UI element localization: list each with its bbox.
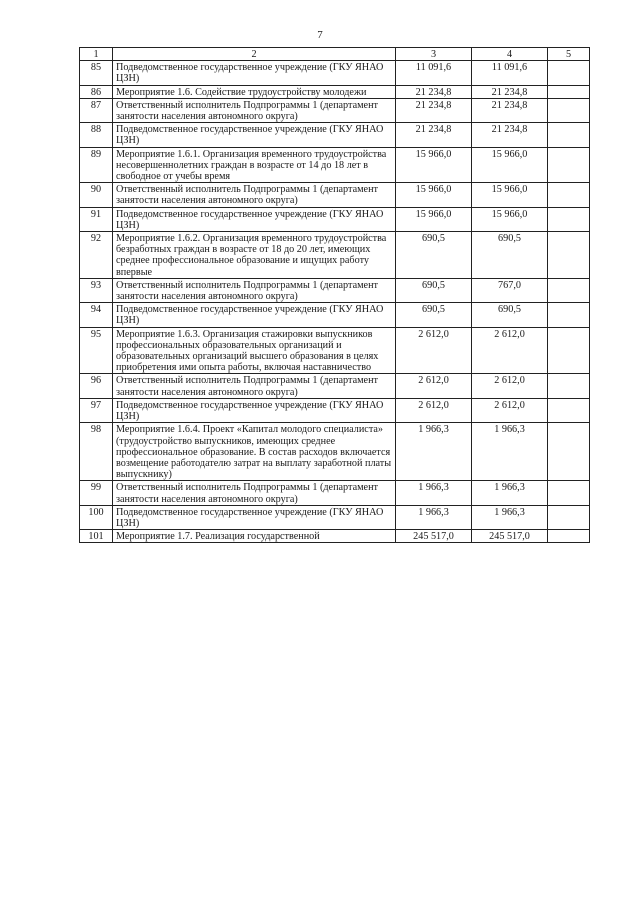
table-row — [80, 398, 590, 422]
row-value-col3: 1 966,3 — [396, 423, 472, 481]
table-row — [80, 98, 590, 122]
row-value-col4: 690,5 — [472, 232, 548, 279]
table-row — [80, 183, 590, 207]
row-value-col5 — [548, 398, 590, 422]
row-value-col3: 15 966,0 — [396, 207, 472, 231]
row-value-col4: 15 966,0 — [472, 183, 548, 207]
row-value-col4: 1 966,3 — [472, 481, 548, 505]
table-row — [80, 481, 590, 505]
table-row — [80, 123, 590, 147]
row-number: 89 — [80, 147, 113, 183]
row-number: 99 — [80, 481, 113, 505]
column-header-2: 2 — [113, 48, 396, 61]
row-value-col5 — [548, 505, 590, 529]
row-number: 85 — [80, 61, 113, 85]
row-value-col5 — [548, 98, 590, 122]
row-description: Ответственный исполнитель Подпрограммы 1 (департамент занятости населения автономного округа) — [113, 98, 396, 122]
row-number: 100 — [80, 505, 113, 529]
table-row — [80, 85, 590, 98]
column-header-5: 5 — [548, 48, 590, 61]
row-number: 90 — [80, 183, 113, 207]
row-value-col4: 15 966,0 — [472, 147, 548, 183]
row-description: Ответственный исполнитель Подпрограммы 1 (департамент занятости населения автономного округа) — [113, 481, 396, 505]
row-value-col3: 15 966,0 — [396, 147, 472, 183]
table-row — [80, 423, 590, 481]
row-value-col3: 21 234,8 — [396, 123, 472, 147]
row-number: 95 — [80, 327, 113, 374]
row-value-col4: 2 612,0 — [472, 327, 548, 374]
row-description: Подведомственное государственное учреждение (ГКУ ЯНАО ЦЗН) — [113, 303, 396, 327]
row-number: 88 — [80, 123, 113, 147]
row-value-col5 — [548, 183, 590, 207]
row-value-col4: 690,5 — [472, 303, 548, 327]
table-row — [80, 147, 590, 183]
row-value-col5 — [548, 278, 590, 302]
row-description: Мероприятие 1.6.4. Проект «Капитал молодого специалиста» (трудоустройство выпускников, имеющих среднее профессиональное образование. В состав расходов включается возмещение работодателю затрат на выплату заработной платы выпускнику) — [113, 423, 396, 481]
row-value-col4: 15 966,0 — [472, 207, 548, 231]
row-value-col5 — [548, 327, 590, 374]
row-value-col3: 15 966,0 — [396, 183, 472, 207]
row-value-col3: 11 091,6 — [396, 61, 472, 85]
row-description: Ответственный исполнитель Подпрограммы 1 (департамент занятости населения автономного округа) — [113, 374, 396, 398]
row-value-col5 — [548, 374, 590, 398]
table-row — [80, 374, 590, 398]
row-value-col5 — [548, 481, 590, 505]
row-value-col5 — [548, 85, 590, 98]
table-row — [80, 303, 590, 327]
row-number: 92 — [80, 232, 113, 279]
table-row — [80, 278, 590, 302]
row-number: 98 — [80, 423, 113, 481]
row-value-col4: 21 234,8 — [472, 123, 548, 147]
row-value-col4: 2 612,0 — [472, 398, 548, 422]
row-value-col5 — [548, 232, 590, 279]
row-value-col5 — [548, 303, 590, 327]
row-value-col3: 1 966,3 — [396, 505, 472, 529]
row-value-col4: 1 966,3 — [472, 423, 548, 481]
row-number: 87 — [80, 98, 113, 122]
row-number: 96 — [80, 374, 113, 398]
row-description: Мероприятие 1.7. Реализация государственной — [113, 530, 396, 543]
row-description: Мероприятие 1.6.2. Организация временного трудоустройства безработных граждан в возрасте от 18 до 20 лет, имеющих среднее профессиональное образование и ищущих работу впервые — [113, 232, 396, 279]
row-number: 86 — [80, 85, 113, 98]
row-value-col4: 21 234,8 — [472, 85, 548, 98]
row-value-col3: 2 612,0 — [396, 398, 472, 422]
row-value-col4: 1 966,3 — [472, 505, 548, 529]
row-description: Подведомственное государственное учреждение (ГКУ ЯНАО ЦЗН) — [113, 207, 396, 231]
page-number: 7 — [317, 29, 323, 41]
column-header-3: 3 — [396, 48, 472, 61]
row-value-col5 — [548, 123, 590, 147]
table-row — [80, 61, 590, 85]
row-description: Подведомственное государственное учреждение (ГКУ ЯНАО ЦЗН) — [113, 123, 396, 147]
row-value-col3: 1 966,3 — [396, 481, 472, 505]
row-value-col4: 11 091,6 — [472, 61, 548, 85]
column-header-1: 1 — [80, 48, 113, 61]
row-number: 101 — [80, 530, 113, 543]
row-value-col4: 767,0 — [472, 278, 548, 302]
table-row — [80, 327, 590, 374]
table-row — [80, 207, 590, 231]
table-row — [80, 505, 590, 529]
row-value-col4: 2 612,0 — [472, 374, 548, 398]
row-value-col3: 690,5 — [396, 278, 472, 302]
row-value-col5 — [548, 147, 590, 183]
row-description: Ответственный исполнитель Подпрограммы 1 (департамент занятости населения автономного округа) — [113, 183, 396, 207]
row-number: 91 — [80, 207, 113, 231]
row-description: Мероприятие 1.6. Содействие трудоустройству молодежи — [113, 85, 396, 98]
row-number: 97 — [80, 398, 113, 422]
row-value-col3: 690,5 — [396, 232, 472, 279]
row-description: Ответственный исполнитель Подпрограммы 1 (департамент занятости населения автономного округа) — [113, 278, 396, 302]
row-description: Мероприятие 1.6.1. Организация временного трудоустройства несовершеннолетних граждан в возрасте от 14 до 18 лет в свободное от учебы время — [113, 147, 396, 183]
row-value-col5 — [548, 61, 590, 85]
row-value-col4: 21 234,8 — [472, 98, 548, 122]
table-row — [80, 232, 590, 279]
row-value-col3: 21 234,8 — [396, 98, 472, 122]
row-number: 94 — [80, 303, 113, 327]
row-value-col3: 245 517,0 — [396, 530, 472, 543]
row-value-col5 — [548, 423, 590, 481]
row-value-col5 — [548, 207, 590, 231]
row-value-col3: 2 612,0 — [396, 327, 472, 374]
row-value-col5 — [548, 530, 590, 543]
row-description: Подведомственное государственное учреждение (ГКУ ЯНАО ЦЗН) — [113, 61, 396, 85]
budget-table — [79, 47, 590, 543]
row-value-col3: 690,5 — [396, 303, 472, 327]
row-value-col3: 21 234,8 — [396, 85, 472, 98]
table-row — [80, 530, 590, 543]
row-number: 93 — [80, 278, 113, 302]
row-value-col4: 245 517,0 — [472, 530, 548, 543]
column-header-4: 4 — [472, 48, 548, 61]
row-value-col3: 2 612,0 — [396, 374, 472, 398]
row-description: Мероприятие 1.6.3. Организация стажировки выпускников профессиональных образовательных организаций и образовательных организаций высшего образования в целях приобретения ими опыта работы, включая наставничество — [113, 327, 396, 374]
row-description: Подведомственное государственное учреждение (ГКУ ЯНАО ЦЗН) — [113, 505, 396, 529]
table-header-row — [80, 48, 590, 61]
row-description: Подведомственное государственное учреждение (ГКУ ЯНАО ЦЗН) — [113, 398, 396, 422]
